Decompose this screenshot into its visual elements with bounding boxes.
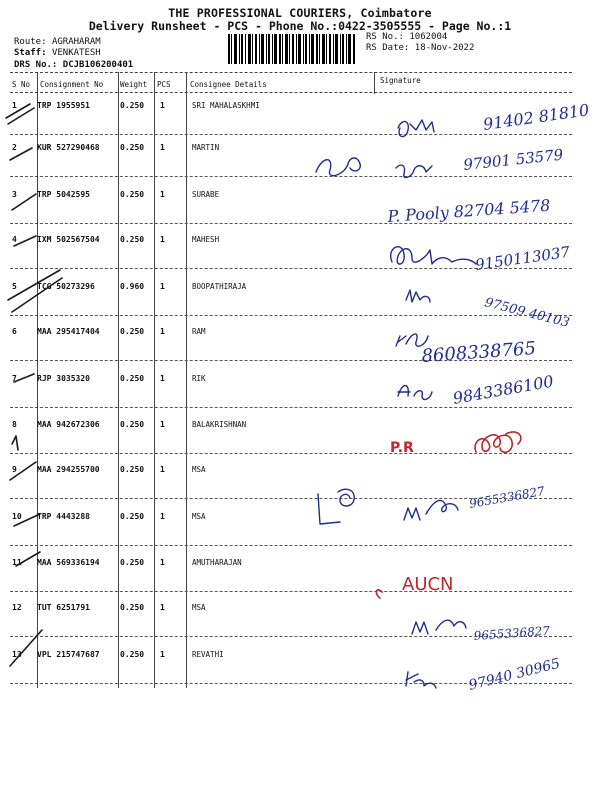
rs-no-label: RS No.: xyxy=(366,32,404,42)
row-consignee: SRI MAHALASKHMI xyxy=(192,101,260,110)
row-weight: 0.250 xyxy=(120,374,145,383)
row-pcs: 1 xyxy=(160,558,165,567)
row-consignment: VPL 215747687 xyxy=(37,650,100,659)
row-weight: 0.250 xyxy=(120,101,145,110)
row-pcs: 1 xyxy=(160,101,165,110)
row-consignment: KUR 527290468 xyxy=(37,143,100,152)
signature-initials-8: P.R xyxy=(390,440,414,456)
row-consignee: RAM xyxy=(192,327,206,336)
row-sno: 6 xyxy=(12,327,17,336)
row-sno: 8 xyxy=(12,420,17,429)
row-sno: 2 xyxy=(12,143,17,152)
route-value: AGRAHARAM xyxy=(51,37,101,47)
drs-label: DRS No.: xyxy=(14,60,58,70)
signature-phone-7: 9843386100 xyxy=(451,371,555,408)
row-consignee: MAHESH xyxy=(192,235,220,244)
row-consignment: MAA 942672306 xyxy=(37,420,100,429)
signature-phone-6: 8608338765 xyxy=(420,338,537,367)
row-divider xyxy=(10,315,572,316)
row-pcs: 1 xyxy=(160,282,165,291)
header-bottom-rule xyxy=(10,92,572,93)
table-row xyxy=(10,367,580,408)
row-divider xyxy=(10,636,572,637)
row-consignment: TRP 1955951 xyxy=(37,101,90,110)
row-sno: 5 xyxy=(12,282,17,291)
signature-initials-11: AUCN xyxy=(402,574,454,595)
signature-phone-10: 9655336827 xyxy=(473,623,551,643)
row-sno: 3 xyxy=(12,190,17,199)
table-row xyxy=(10,94,580,135)
staff-label: Staff: xyxy=(14,48,47,58)
row-weight: 0.250 xyxy=(120,143,145,152)
row-pcs: 1 xyxy=(160,190,165,199)
col-consignee: Consignee Details xyxy=(190,80,267,89)
row-weight: 0.250 xyxy=(120,603,145,612)
signature-phone-5: 97509 40103 xyxy=(483,295,571,331)
row-consignment: MAA 295417404 xyxy=(37,327,100,336)
table-row xyxy=(10,505,580,546)
row-consignment: RJP 3035320 xyxy=(37,374,90,383)
row-consignee: BALAKRISHNAN xyxy=(192,420,247,429)
row-consignee: MSA xyxy=(192,603,206,612)
row-consignee: SURABE xyxy=(192,190,220,199)
row-consignment: MAA 569336194 xyxy=(37,558,100,567)
row-divider xyxy=(10,176,572,177)
rs-date-label: RS Date: xyxy=(366,43,410,53)
col-pcs: PCS xyxy=(157,80,171,89)
row-pcs: 1 xyxy=(160,374,165,383)
row-weight: 0.250 xyxy=(120,235,145,244)
row-weight: 0.250 xyxy=(120,650,145,659)
table-row xyxy=(10,183,580,224)
row-pcs: 1 xyxy=(160,650,165,659)
row-weight: 0.250 xyxy=(120,327,145,336)
row-divider xyxy=(10,498,572,499)
table-top-rule xyxy=(10,72,572,73)
row-sno: 11 xyxy=(12,558,22,567)
table-row xyxy=(10,275,580,316)
row-consignee: RIK xyxy=(192,374,206,383)
table-row xyxy=(10,320,580,361)
row-divider xyxy=(10,453,572,454)
row-pcs: 1 xyxy=(160,143,165,152)
rs-no-value: 1062004 xyxy=(409,32,448,42)
row-weight: 0.250 xyxy=(120,512,145,521)
row-divider xyxy=(10,223,572,224)
row-consignment: TCG 50273296 xyxy=(37,282,95,291)
row-consignee: REVATHI xyxy=(192,650,224,659)
row-weight: 0.250 xyxy=(120,190,145,199)
row-weight: 0.250 xyxy=(120,420,145,429)
staff-value: VENKATESH xyxy=(51,48,101,58)
rs-date-value: 18-Nov-2022 xyxy=(414,43,475,53)
row-consignment: TRP 4443288 xyxy=(37,512,90,521)
row-consignment: IXM 502567504 xyxy=(37,235,100,244)
table-row xyxy=(10,458,580,499)
row-sno: 10 xyxy=(12,512,22,521)
row-divider xyxy=(10,360,572,361)
row-consignee: BOOPATHIRAJA xyxy=(192,282,247,291)
barcode-image xyxy=(228,34,356,64)
row-sno: 12 xyxy=(12,603,22,612)
table-row xyxy=(10,596,580,637)
row-consignee: MSA xyxy=(192,512,206,521)
row-sno: 4 xyxy=(12,235,17,244)
runsheet-subtitle: Delivery Runsheet - PCS - Phone No.:0422-3505555 - Page No.:1 xyxy=(88,19,512,33)
col-divider xyxy=(374,72,375,94)
row-consignment: TRP 5042595 xyxy=(37,190,90,199)
table-row xyxy=(10,551,580,592)
row-sno: 1 xyxy=(12,101,17,110)
col-sno: S No xyxy=(12,80,31,89)
row-sno: 7 xyxy=(12,374,17,383)
col-signature: Signature xyxy=(380,76,421,85)
signature-phone-4: 9150113037 xyxy=(474,242,572,274)
row-pcs: 1 xyxy=(160,327,165,336)
signature-phone-2: 97901 53579 xyxy=(462,145,565,174)
signature-phone-1: 91402 81810 xyxy=(481,100,591,134)
row-sno: 13 xyxy=(12,650,22,659)
row-pcs: 1 xyxy=(160,465,165,474)
col-weight: Weight xyxy=(120,80,148,89)
row-pcs: 1 xyxy=(160,235,165,244)
row-divider xyxy=(10,683,572,684)
row-consignee: AMUTHARAJAN xyxy=(192,558,242,567)
table-row xyxy=(10,136,580,177)
table-row xyxy=(10,413,580,454)
row-divider xyxy=(10,591,572,592)
table-row xyxy=(10,643,580,684)
row-consignee: MSA xyxy=(192,465,206,474)
row-sno: 9 xyxy=(12,465,17,474)
row-consignment: MAA 294255700 xyxy=(37,465,100,474)
row-weight: 0.250 xyxy=(120,465,145,474)
row-consignee: MARTIN xyxy=(192,143,220,152)
rs-date-line xyxy=(366,42,474,54)
page-title: THE PROFESSIONAL COURIERS, Coimbatore xyxy=(168,6,432,20)
row-divider xyxy=(10,407,572,408)
row-divider xyxy=(10,545,572,546)
row-pcs: 1 xyxy=(160,420,165,429)
row-weight: 0.960 xyxy=(120,282,145,291)
drs-value: DCJB106200401 xyxy=(62,60,134,70)
signature-phone-3: P. Pooly 82704 5478 xyxy=(386,195,551,226)
signature-phone-9: 9655336827 xyxy=(468,483,546,511)
row-divider xyxy=(10,268,572,269)
drs-line xyxy=(14,59,133,71)
table-row xyxy=(10,228,580,269)
row-weight: 0.250 xyxy=(120,558,145,567)
staff-line xyxy=(14,47,101,59)
route-label: Route: xyxy=(14,37,47,47)
signature-phone-13: 97940 30965 xyxy=(467,655,562,694)
row-pcs: 1 xyxy=(160,603,165,612)
row-divider xyxy=(10,134,572,135)
row-consignment: TUT 6251791 xyxy=(37,603,90,612)
col-consignment: Consignment No xyxy=(40,80,104,89)
row-pcs: 1 xyxy=(160,512,165,521)
